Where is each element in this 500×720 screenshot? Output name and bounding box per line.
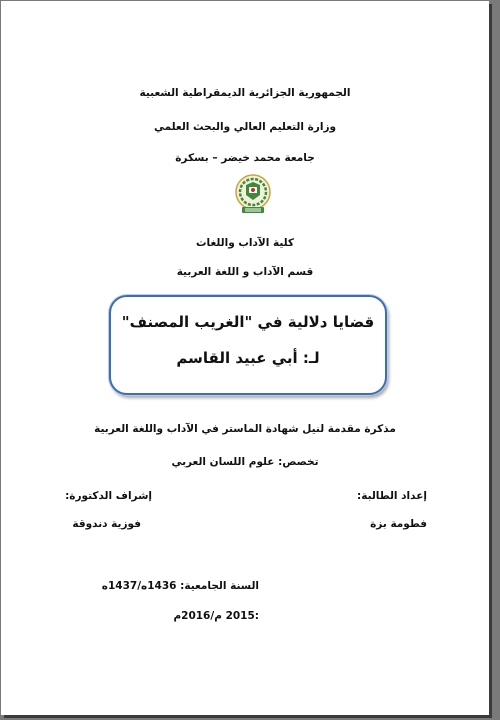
republic-heading: الجمهورية الجزائرية الديمقراطية الشعبية xyxy=(139,87,351,99)
supervisor-label: إشراف الدكتورة: xyxy=(65,490,152,502)
student-name: فطومة بزة xyxy=(370,518,427,530)
ministry-heading: وزارة التعليم العالي والبحث العلمي xyxy=(153,121,337,133)
department-heading: قسم الآداب و اللغة العربية xyxy=(176,266,314,278)
thesis-purpose: مذكرة مقدمة لنيل شهادة الماستر في الآداب واللغة العربية xyxy=(94,423,396,435)
academic-year-hijri: السنة الجامعية: 1436ه/1437ه xyxy=(101,580,259,592)
thesis-title-box xyxy=(109,295,387,395)
student-label: إعداد الطالبة: xyxy=(357,490,427,502)
thesis-title-line1: قضايا دلالية في "الغريب المصنف" xyxy=(121,313,375,331)
college-heading: كلية الآداب واللغات xyxy=(195,237,295,249)
supervisor-name: فوزية دندوقة xyxy=(72,518,141,530)
university-seal-icon xyxy=(234,173,272,217)
thesis-title-line2: لـ: أبي عبيد القاسم xyxy=(176,349,320,367)
document-page xyxy=(1,1,489,715)
academic-year-gregorian: :2015 م/2016م xyxy=(173,610,259,622)
university-heading: جامعة محمد خيضر – بسكرة xyxy=(175,152,315,164)
thesis-specialty: تخصص: علوم اللسان العربي xyxy=(171,456,319,468)
